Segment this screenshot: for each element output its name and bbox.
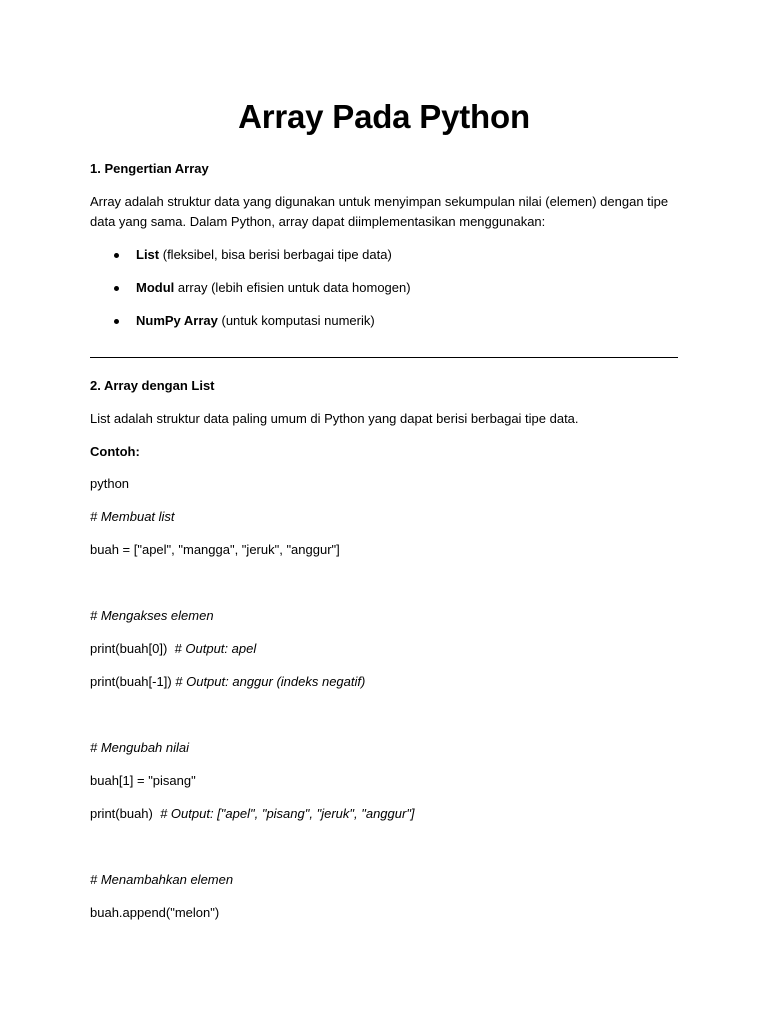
bullet-term: NumPy Array: [136, 313, 218, 328]
section1-heading: 1. Pengertian Array: [90, 161, 209, 176]
code-comment: # Membuat list: [90, 509, 175, 524]
section1-paragraph-line1: Array adalah struktur data yang digunakan untuk menyimpan sekumpulan nilai (elemen) dengan tipe: [90, 194, 669, 209]
code-line: buah = ["apel", "mangga", "jeruk", "anggur"]: [90, 542, 340, 557]
bullet-term: List: [136, 247, 160, 262]
bullet-term: Modul: [136, 280, 175, 295]
code-inline-comment: # Output: apel: [174, 641, 257, 656]
section2-heading: 2. Array dengan List: [90, 378, 215, 393]
code-language-label: python: [90, 476, 130, 491]
section1-paragraph-line2: data yang sama. Dalam Python, array dapat diimplementasikan menggunakan:: [90, 214, 546, 229]
code-inline-comment: # Output: ["apel", "pisang", "jeruk", "anggur"]: [160, 806, 415, 821]
code-comment: # Menambahkan elemen: [90, 872, 234, 887]
code-line: [90, 804, 415, 824]
code-line: buah[1] = "pisang": [90, 773, 196, 788]
bullet-item-modul: [136, 278, 411, 298]
code-text: print(buah[-1]): [90, 674, 176, 689]
code-comment: # Mengubah nilai: [90, 740, 190, 755]
horizontal-rule: [90, 357, 678, 358]
bullet-item-list: [136, 245, 392, 265]
code-text: print(buah): [90, 806, 161, 821]
bullet-desc: (fleksibel, bisa berisi berbagai tipe data): [159, 247, 392, 262]
bullet-dot: [114, 286, 119, 291]
code-inline-comment: # Output: anggur (indeks negatif): [175, 674, 366, 689]
code-line: [90, 639, 256, 659]
bullet-desc: array (lebih efisien untuk data homogen): [174, 280, 411, 295]
bullet-dot: [114, 253, 119, 258]
example-label: Contoh:: [90, 444, 140, 459]
code-line: [90, 672, 365, 692]
code-comment: # Mengakses elemen: [90, 608, 214, 623]
code-line: buah.append("melon"): [90, 905, 220, 920]
code-text: print(buah[0]): [90, 641, 175, 656]
bullet-desc: (untuk komputasi numerik): [217, 313, 375, 328]
page-title: Array Pada Python: [238, 98, 530, 135]
bullet-dot: [114, 319, 119, 324]
bullet-item-numpy: [136, 311, 375, 331]
section2-paragraph: List adalah struktur data paling umum di Python yang dapat berisi berbagai tipe data.: [90, 411, 579, 426]
